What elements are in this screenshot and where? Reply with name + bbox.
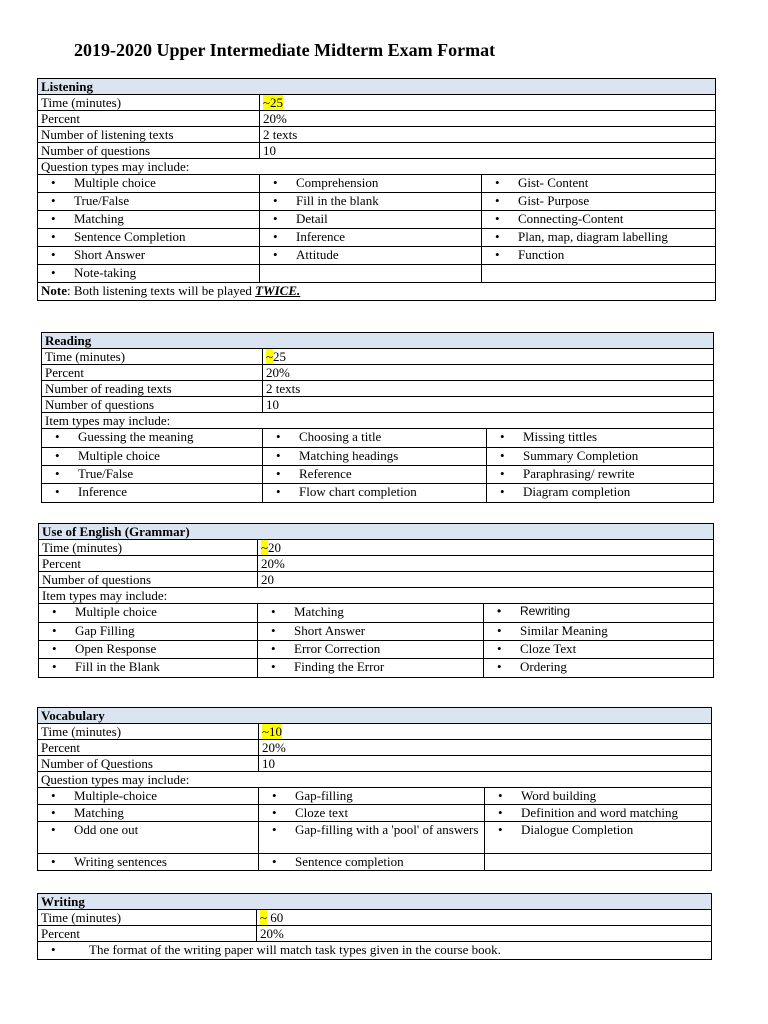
types-label: Question types may include: bbox=[38, 159, 716, 175]
reading-header: Reading bbox=[42, 333, 714, 349]
list-item: • Reference bbox=[266, 466, 486, 481]
list-item: • True/False bbox=[45, 466, 262, 481]
list-item: • Detail bbox=[263, 211, 481, 226]
list-item: • True/False bbox=[41, 193, 259, 208]
texts-label: Number of reading texts bbox=[42, 381, 263, 397]
list-item: • Cloze text bbox=[262, 805, 484, 820]
list-item: • Odd one out bbox=[41, 822, 258, 837]
list-item: • Fill in the blank bbox=[263, 193, 481, 208]
time-label: Time (minutes) bbox=[38, 910, 257, 926]
time-value: ~10 bbox=[262, 724, 283, 739]
list-item: • Inference bbox=[263, 229, 481, 244]
list-item: • Inference bbox=[45, 484, 262, 499]
list-item: • Gap Filling bbox=[42, 623, 257, 638]
list-item: • Multiple choice bbox=[42, 604, 257, 619]
percent-label: Percent bbox=[38, 111, 260, 127]
time-value: 60 bbox=[267, 910, 284, 925]
texts-value: 2 texts bbox=[263, 381, 714, 397]
writing-table bbox=[37, 893, 712, 960]
list-item: • Word building bbox=[488, 788, 711, 803]
list-item: • Comprehension bbox=[263, 175, 481, 190]
grammar-table bbox=[38, 523, 714, 678]
types-label: Question types may include: bbox=[38, 772, 712, 788]
list-item: • Flow chart completion bbox=[266, 484, 486, 499]
questions-value: 10 bbox=[259, 756, 712, 772]
time-label: Time (minutes) bbox=[39, 540, 258, 556]
time-label: Time (minutes) bbox=[38, 95, 260, 111]
list-item: • Open Response bbox=[42, 641, 257, 656]
list-item: • Gist- Content bbox=[485, 175, 715, 190]
list-item: • Attitude bbox=[263, 247, 481, 262]
questions-value: 10 bbox=[263, 397, 714, 413]
list-item: • Connecting-Content bbox=[485, 211, 715, 226]
list-item: • Matching bbox=[261, 604, 483, 619]
list-item: • Missing tittles bbox=[490, 429, 713, 444]
tilde-mark: ~ bbox=[260, 910, 268, 925]
list-item: • Rewriting bbox=[487, 604, 713, 619]
list-item: • Function bbox=[485, 247, 715, 262]
list-item: • Error Correction bbox=[261, 641, 483, 656]
list-item: • Dialogue Completion bbox=[488, 822, 711, 837]
list-item: • Paraphrasing/ rewrite bbox=[490, 466, 713, 481]
list-item: • Similar Meaning bbox=[487, 623, 713, 638]
percent-value: 20% bbox=[259, 740, 712, 756]
texts-label: Number of listening texts bbox=[38, 127, 260, 143]
percent-value: 20% bbox=[260, 111, 716, 127]
list-item: • Definition and word matching bbox=[488, 805, 711, 820]
grammar-header: Use of English (Grammar) bbox=[39, 524, 714, 540]
tilde-mark: ~ bbox=[261, 540, 269, 555]
time-value: ~25 bbox=[263, 95, 284, 110]
questions-label: Number of Questions bbox=[38, 756, 259, 772]
vocabulary-header: Vocabulary bbox=[38, 708, 712, 724]
list-item: • Choosing a title bbox=[266, 429, 486, 444]
texts-value: 2 texts bbox=[260, 127, 716, 143]
list-item: • Cloze Text bbox=[487, 641, 713, 656]
percent-label: Percent bbox=[39, 556, 258, 572]
listening-header: Listening bbox=[38, 79, 716, 95]
types-label: Item types may include: bbox=[42, 413, 714, 429]
list-item: • Summary Completion bbox=[490, 448, 713, 463]
time-value: 25 bbox=[273, 349, 287, 364]
percent-label: Percent bbox=[38, 740, 259, 756]
list-item: • Ordering bbox=[487, 659, 713, 674]
list-item: • Note-taking bbox=[41, 265, 259, 280]
questions-value: 10 bbox=[260, 143, 716, 159]
list-item: • Matching headings bbox=[266, 448, 486, 463]
writing-header: Writing bbox=[38, 894, 712, 910]
list-item: • Fill in the Blank bbox=[42, 659, 257, 674]
page-title: 2019-2020 Upper Intermediate Midterm Exam Format bbox=[74, 40, 496, 60]
list-item: • Finding the Error bbox=[261, 659, 483, 674]
time-value: 20 bbox=[268, 540, 282, 555]
percent-value: 20% bbox=[257, 926, 712, 942]
time-label: Time (minutes) bbox=[38, 724, 259, 740]
vocabulary-table bbox=[37, 707, 712, 871]
percent-value: 20% bbox=[263, 365, 714, 381]
types-label: Item types may include: bbox=[39, 588, 714, 604]
list-item: • Matching bbox=[41, 805, 258, 820]
list-item: • Plan, map, diagram labelling bbox=[485, 229, 715, 244]
list-item: • Diagram completion bbox=[490, 484, 713, 499]
list-item: • Matching bbox=[41, 211, 259, 226]
list-item: • Multiple choice bbox=[41, 175, 259, 190]
questions-value: 20 bbox=[258, 572, 714, 588]
list-item: • Gap-filling bbox=[262, 788, 484, 803]
listening-table bbox=[37, 78, 716, 301]
list-item: • Multiple choice bbox=[45, 448, 262, 463]
time-label: Time (minutes) bbox=[42, 349, 263, 365]
list-item: • Guessing the meaning bbox=[45, 429, 262, 444]
percent-label: Percent bbox=[38, 926, 257, 942]
list-item: • Short Answer bbox=[261, 623, 483, 638]
list-item: • Sentence completion bbox=[262, 854, 484, 869]
listening-note: Note: Both listening texts will be played TWICE. bbox=[38, 283, 716, 301]
reading-table bbox=[41, 332, 714, 503]
list-item: • The format of the writing paper will match task types given in the course book. bbox=[41, 942, 711, 957]
list-item: • Gist- Purpose bbox=[485, 193, 715, 208]
percent-label: Percent bbox=[42, 365, 263, 381]
list-item: • Short Answer bbox=[41, 247, 259, 262]
questions-label: Number of questions bbox=[38, 143, 260, 159]
percent-value: 20% bbox=[258, 556, 714, 572]
list-item: • Sentence Completion bbox=[41, 229, 259, 244]
questions-label: Number of questions bbox=[42, 397, 263, 413]
list-item: • Writing sentences bbox=[41, 854, 258, 869]
list-item: • Multiple-choice bbox=[41, 788, 258, 803]
list-item: • Gap-filling with a 'pool' of answers bbox=[262, 822, 484, 837]
tilde-mark: ~ bbox=[266, 349, 274, 364]
questions-label: Number of questions bbox=[39, 572, 258, 588]
